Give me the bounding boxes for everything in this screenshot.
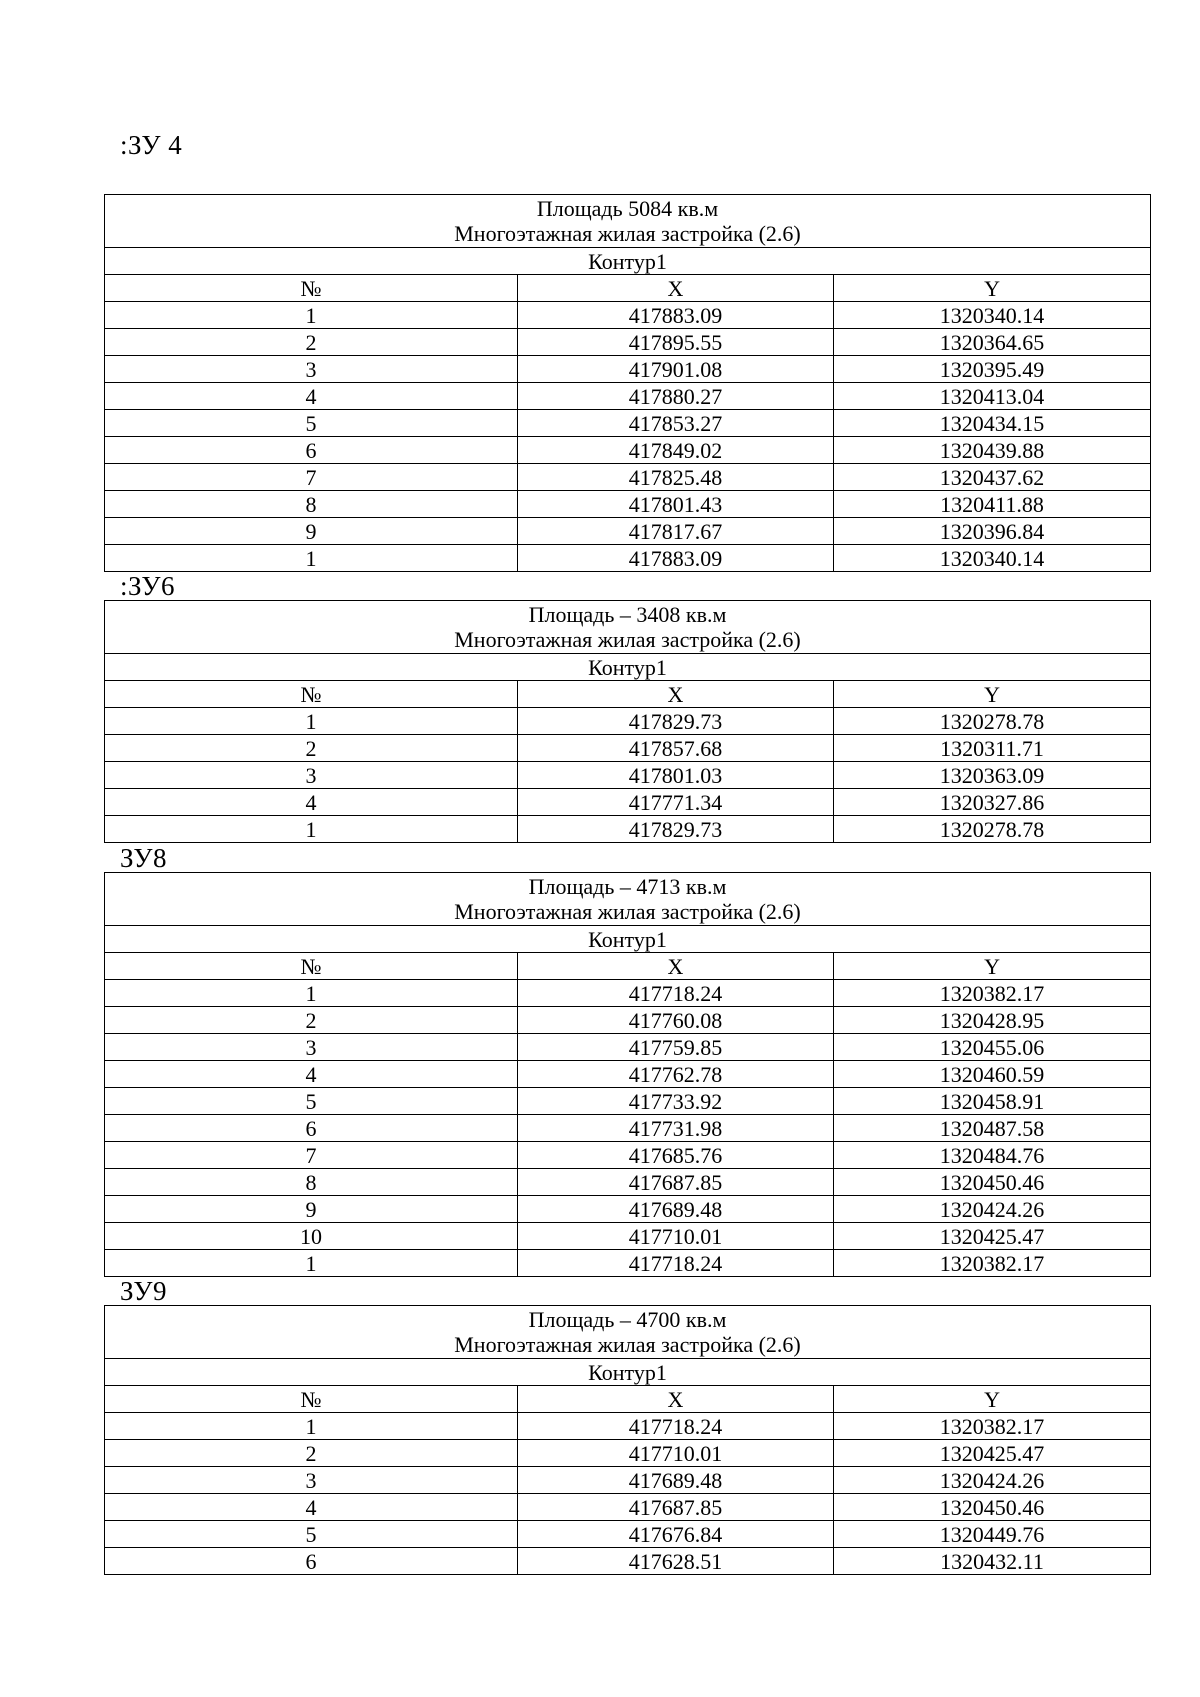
table-header-row — [105, 873, 1151, 926]
table-row — [105, 816, 1151, 843]
table-row — [105, 762, 1151, 789]
point-number-cell: 6 — [105, 437, 518, 464]
y-coordinate-cell: 1320413.04 — [834, 383, 1151, 410]
table-row — [105, 789, 1151, 816]
point-number-cell: 3 — [105, 1034, 518, 1061]
table-header-row — [105, 1306, 1151, 1359]
x-coordinate-cell: 417880.27 — [518, 383, 834, 410]
table-row — [105, 356, 1151, 383]
column-header-number: № — [105, 953, 518, 980]
x-coordinate-cell: 417883.09 — [518, 302, 834, 329]
x-coordinate-cell: 417676.84 — [518, 1521, 834, 1548]
table-row — [105, 1250, 1151, 1277]
x-coordinate-cell: 417718.24 — [518, 980, 834, 1007]
x-coordinate-cell: 417771.34 — [518, 789, 834, 816]
land-use-text: Многоэтажная жилая застройка (2.6) — [454, 1332, 801, 1357]
column-header-y: Y — [834, 1386, 1151, 1413]
table-body — [105, 302, 1151, 572]
table-header-row — [105, 601, 1151, 654]
area-text: Площадь – 3408 кв.м — [528, 602, 727, 627]
contour-cell: Контур1 — [105, 248, 1151, 275]
table-row — [105, 1034, 1151, 1061]
contour-cell: Контур1 — [105, 654, 1151, 681]
section-label-zu9: ЗУ9 — [120, 1276, 167, 1306]
table-row — [105, 1413, 1151, 1440]
x-coordinate-cell: 417718.24 — [518, 1413, 834, 1440]
point-number-cell: 3 — [105, 762, 518, 789]
y-coordinate-cell: 1320363.09 — [834, 762, 1151, 789]
point-number-cell: 2 — [105, 735, 518, 762]
table-row — [105, 383, 1151, 410]
x-coordinate-cell: 417829.73 — [518, 816, 834, 843]
y-coordinate-cell: 1320450.46 — [834, 1169, 1151, 1196]
x-coordinate-cell: 417853.27 — [518, 410, 834, 437]
y-coordinate-cell: 1320487.58 — [834, 1115, 1151, 1142]
y-coordinate-cell: 1320460.59 — [834, 1061, 1151, 1088]
contour-row — [105, 654, 1151, 681]
column-header-x: X — [518, 953, 834, 980]
point-number-cell: 8 — [105, 1169, 518, 1196]
point-number-cell: 2 — [105, 1007, 518, 1034]
point-number-cell: 5 — [105, 410, 518, 437]
table-body — [105, 1413, 1151, 1575]
area-text: Площадь – 4700 кв.м — [528, 1307, 727, 1332]
y-coordinate-cell: 1320428.95 — [834, 1007, 1151, 1034]
y-coordinate-cell: 1320395.49 — [834, 356, 1151, 383]
point-number-cell: 1 — [105, 708, 518, 735]
point-number-cell: 1 — [105, 1250, 518, 1277]
x-coordinate-cell: 417849.02 — [518, 437, 834, 464]
point-number-cell: 4 — [105, 1061, 518, 1088]
column-header-row — [105, 275, 1151, 302]
y-coordinate-cell: 1320424.26 — [834, 1467, 1151, 1494]
y-coordinate-cell: 1320458.91 — [834, 1088, 1151, 1115]
x-coordinate-cell: 417628.51 — [518, 1548, 834, 1575]
table-row — [105, 1548, 1151, 1575]
x-coordinate-cell: 417857.68 — [518, 735, 834, 762]
point-number-cell: 7 — [105, 464, 518, 491]
table-header-row — [105, 195, 1151, 248]
y-coordinate-cell: 1320450.46 — [834, 1494, 1151, 1521]
x-coordinate-cell: 417687.85 — [518, 1169, 834, 1196]
x-coordinate-cell: 417689.48 — [518, 1196, 834, 1223]
point-number-cell: 1 — [105, 545, 518, 572]
table-row — [105, 1196, 1151, 1223]
table-row — [105, 1007, 1151, 1034]
y-coordinate-cell: 1320455.06 — [834, 1034, 1151, 1061]
section-label-zu8: ЗУ8 — [120, 843, 167, 873]
table-row — [105, 1169, 1151, 1196]
x-coordinate-cell: 417718.24 — [518, 1250, 834, 1277]
column-header-x: X — [518, 1386, 834, 1413]
coordinates-table-zu4 — [104, 194, 1151, 572]
contour-cell: Контур1 — [105, 1359, 1151, 1386]
y-coordinate-cell: 1320382.17 — [834, 1250, 1151, 1277]
point-number-cell: 5 — [105, 1521, 518, 1548]
y-coordinate-cell: 1320437.62 — [834, 464, 1151, 491]
x-coordinate-cell: 417801.03 — [518, 762, 834, 789]
land-use-text: Многоэтажная жилая застройка (2.6) — [454, 899, 801, 924]
x-coordinate-cell: 417760.08 — [518, 1007, 834, 1034]
table-row — [105, 1467, 1151, 1494]
x-coordinate-cell: 417685.76 — [518, 1142, 834, 1169]
x-coordinate-cell: 417901.08 — [518, 356, 834, 383]
area-cell — [105, 195, 1151, 248]
area-cell — [105, 601, 1151, 654]
x-coordinate-cell: 417829.73 — [518, 708, 834, 735]
point-number-cell: 6 — [105, 1115, 518, 1142]
x-coordinate-cell: 417801.43 — [518, 491, 834, 518]
y-coordinate-cell: 1320432.11 — [834, 1548, 1151, 1575]
point-number-cell: 1 — [105, 302, 518, 329]
y-coordinate-cell: 1320439.88 — [834, 437, 1151, 464]
column-header-number: № — [105, 681, 518, 708]
y-coordinate-cell: 1320278.78 — [834, 708, 1151, 735]
table-row — [105, 1115, 1151, 1142]
coordinates-table-zu8 — [104, 872, 1151, 1277]
table-row — [105, 1494, 1151, 1521]
point-number-cell: 2 — [105, 1440, 518, 1467]
x-coordinate-cell: 417689.48 — [518, 1467, 834, 1494]
x-coordinate-cell: 417817.67 — [518, 518, 834, 545]
column-header-row — [105, 953, 1151, 980]
point-number-cell: 3 — [105, 1467, 518, 1494]
column-header-y: Y — [834, 953, 1151, 980]
point-number-cell: 9 — [105, 1196, 518, 1223]
section-label-zu6: :ЗУ6 — [120, 571, 175, 601]
y-coordinate-cell: 1320449.76 — [834, 1521, 1151, 1548]
table-row — [105, 518, 1151, 545]
column-header-number: № — [105, 1386, 518, 1413]
table-row — [105, 980, 1151, 1007]
y-coordinate-cell: 1320424.26 — [834, 1196, 1151, 1223]
x-coordinate-cell: 417762.78 — [518, 1061, 834, 1088]
y-coordinate-cell: 1320327.86 — [834, 789, 1151, 816]
coordinates-table-zu6 — [104, 600, 1151, 843]
y-coordinate-cell: 1320340.14 — [834, 545, 1151, 572]
y-coordinate-cell: 1320340.14 — [834, 302, 1151, 329]
y-coordinate-cell: 1320425.47 — [834, 1440, 1151, 1467]
contour-row — [105, 1359, 1151, 1386]
y-coordinate-cell: 1320425.47 — [834, 1223, 1151, 1250]
table-row — [105, 708, 1151, 735]
table-row — [105, 302, 1151, 329]
point-number-cell: 9 — [105, 518, 518, 545]
table-row — [105, 1088, 1151, 1115]
point-number-cell: 8 — [105, 491, 518, 518]
table-row — [105, 1223, 1151, 1250]
point-number-cell: 2 — [105, 329, 518, 356]
point-number-cell: 3 — [105, 356, 518, 383]
point-number-cell: 1 — [105, 980, 518, 1007]
y-coordinate-cell: 1320396.84 — [834, 518, 1151, 545]
column-header-x: X — [518, 275, 834, 302]
y-coordinate-cell: 1320311.71 — [834, 735, 1151, 762]
point-number-cell: 4 — [105, 383, 518, 410]
column-header-y: Y — [834, 275, 1151, 302]
area-cell — [105, 1306, 1151, 1359]
table-row — [105, 491, 1151, 518]
table-row — [105, 437, 1151, 464]
x-coordinate-cell: 417710.01 — [518, 1223, 834, 1250]
land-use-text: Многоэтажная жилая застройка (2.6) — [454, 627, 801, 652]
contour-row — [105, 926, 1151, 953]
point-number-cell: 10 — [105, 1223, 518, 1250]
area-text: Площадь 5084 кв.м — [536, 196, 719, 221]
table-row — [105, 545, 1151, 572]
y-coordinate-cell: 1320411.88 — [834, 491, 1151, 518]
y-coordinate-cell: 1320382.17 — [834, 1413, 1151, 1440]
contour-cell: Контур1 — [105, 926, 1151, 953]
table-row — [105, 1521, 1151, 1548]
y-coordinate-cell: 1320484.76 — [834, 1142, 1151, 1169]
x-coordinate-cell: 417759.85 — [518, 1034, 834, 1061]
table-row — [105, 1061, 1151, 1088]
y-coordinate-cell: 1320382.17 — [834, 980, 1151, 1007]
x-coordinate-cell: 417710.01 — [518, 1440, 834, 1467]
x-coordinate-cell: 417733.92 — [518, 1088, 834, 1115]
y-coordinate-cell: 1320364.65 — [834, 329, 1151, 356]
x-coordinate-cell: 417883.09 — [518, 545, 834, 572]
point-number-cell: 1 — [105, 816, 518, 843]
table-row — [105, 1142, 1151, 1169]
point-number-cell: 6 — [105, 1548, 518, 1575]
column-header-row — [105, 681, 1151, 708]
table-body — [105, 708, 1151, 843]
point-number-cell: 7 — [105, 1142, 518, 1169]
column-header-y: Y — [834, 681, 1151, 708]
x-coordinate-cell: 417687.85 — [518, 1494, 834, 1521]
x-coordinate-cell: 417825.48 — [518, 464, 834, 491]
land-use-text: Многоэтажная жилая застройка (2.6) — [454, 221, 801, 246]
column-header-number: № — [105, 275, 518, 302]
table-row — [105, 410, 1151, 437]
table-row — [105, 735, 1151, 762]
column-header-x: X — [518, 681, 834, 708]
section-label-zu4: :ЗУ 4 — [120, 130, 183, 160]
area-cell — [105, 873, 1151, 926]
column-header-row — [105, 1386, 1151, 1413]
x-coordinate-cell: 417895.55 — [518, 329, 834, 356]
y-coordinate-cell: 1320278.78 — [834, 816, 1151, 843]
table-row — [105, 464, 1151, 491]
point-number-cell: 5 — [105, 1088, 518, 1115]
point-number-cell: 4 — [105, 789, 518, 816]
table-body — [105, 980, 1151, 1277]
table-row — [105, 1440, 1151, 1467]
area-text: Площадь – 4713 кв.м — [528, 874, 727, 899]
y-coordinate-cell: 1320434.15 — [834, 410, 1151, 437]
table-row — [105, 329, 1151, 356]
point-number-cell: 4 — [105, 1494, 518, 1521]
point-number-cell: 1 — [105, 1413, 518, 1440]
contour-row — [105, 248, 1151, 275]
x-coordinate-cell: 417731.98 — [518, 1115, 834, 1142]
coordinates-table-zu9 — [104, 1305, 1151, 1575]
